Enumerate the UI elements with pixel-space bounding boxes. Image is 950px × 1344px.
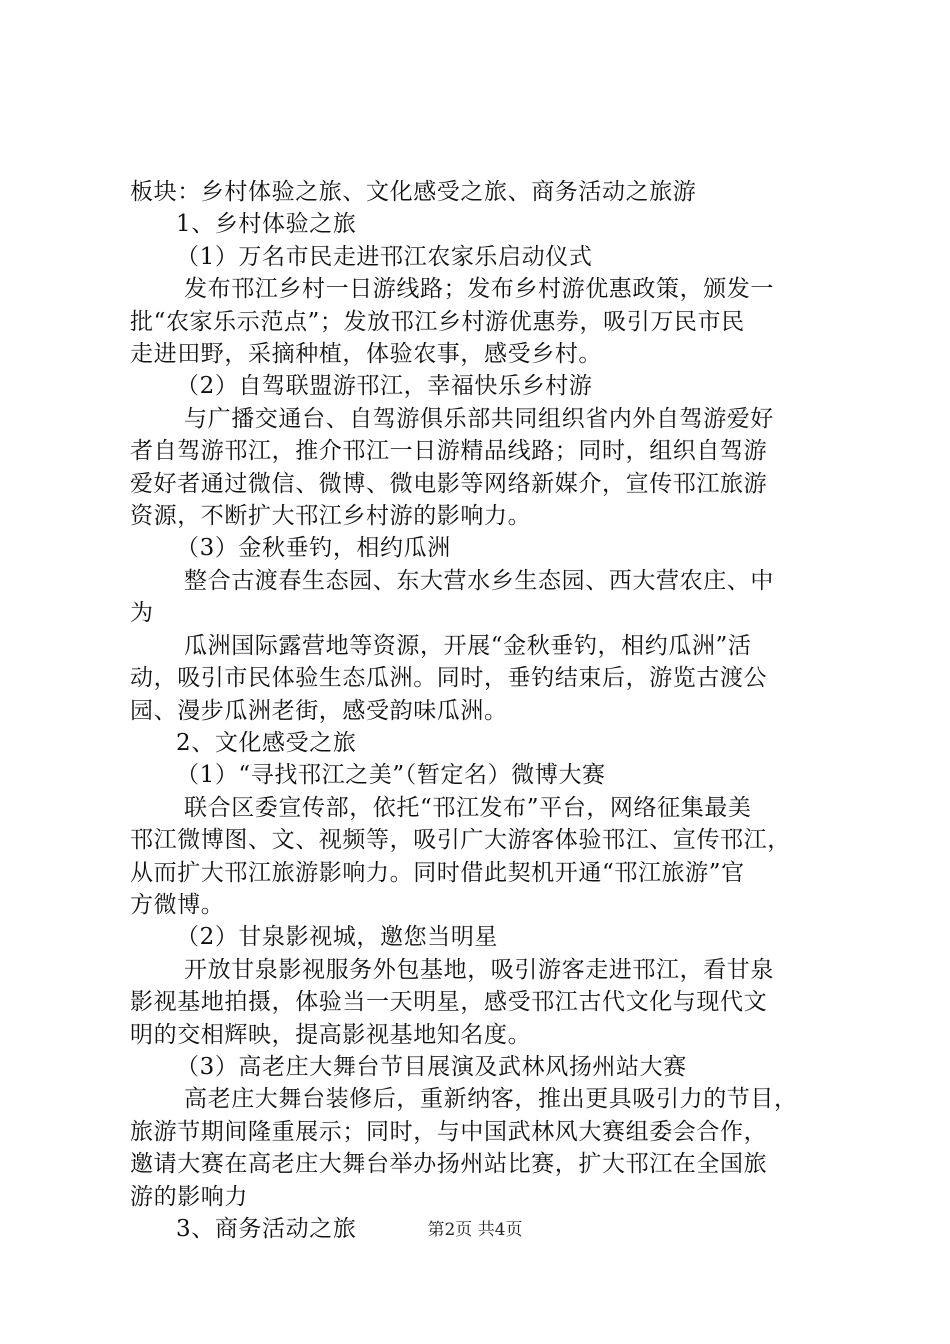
document-body (130, 176, 830, 1245)
paragraph-line: 游的影响力 (130, 1183, 248, 1210)
paragraph-line: 走进田野，采摘种植，体验农事，感受乡村。 (130, 341, 602, 368)
subsection-heading: （2）自驾联盟游邗江，幸福快乐乡村游 (176, 373, 593, 400)
paragraph-line: 联合区委宣传部，依托“邗江发布”平台，网络征集最美 (184, 794, 752, 821)
paragraph-line: 方微博。 (130, 891, 225, 918)
page-footer: 第2页 共4页 (427, 1220, 523, 1240)
paragraph-line: 园、漫步瓜洲老街，感受韵味瓜洲。 (130, 697, 508, 724)
paragraph-line: 为 (130, 600, 154, 627)
paragraph-line: 高老庄大舞台装修后，重新纳客，推出更具吸引力的节目， (184, 1086, 798, 1113)
paragraph-line: 瓜洲国际露营地等资源，开展“金秋垂钓，相约瓜洲”活 (184, 632, 752, 659)
paragraph-line: 爱好者通过微信、微博、微电影等网络新媒介，宣传邗江旅游 (130, 470, 768, 497)
subsection-heading: （2）甘泉影视城，邀您当明星 (176, 924, 499, 951)
paragraph-line: 动，吸引市民体验生态瓜洲。同时，垂钓结束后，游览古渡公 (130, 665, 768, 692)
paragraph-line: 邀请大赛在高老庄大舞台举办扬州站比赛，扩大邗江在全国旅 (130, 1151, 768, 1178)
paragraph-line: 资源，不断扩大邗江乡村游的影响力。 (130, 503, 532, 530)
paragraph-line: 批“农家乐示范点”；发放邗江乡村游优惠券，吸引万民市民 (130, 308, 745, 335)
paragraph-line: 影视基地拍摄，体验当一天明星，感受邗江古代文化与现代文 (130, 989, 768, 1016)
paragraph-line: 邗江微博图、文、视频等，吸引广大游客体验邗江、宣传邗江， (130, 827, 791, 854)
subsection-heading: （1）万名市民走进邗江农家乐启动仪式 (176, 243, 593, 270)
subsection-heading: （3）高老庄大舞台节目展演及武林风扬州站大赛 (176, 1053, 687, 1080)
paragraph-line: 旅游节期间隆重展示；同时，与中国武林风大赛组委会合作， (130, 1118, 768, 1145)
section-heading: 2、文化感受之旅 (176, 729, 357, 756)
section-heading: 3、商务活动之旅 (176, 1216, 357, 1242)
subsection-heading: （1）“寻找邗江之美”（暂定名）微博大赛 (176, 762, 606, 789)
paragraph-line: 发布邗江乡村一日游线路；发布乡村游优惠政策，颁发一 (184, 276, 774, 303)
paragraph-line: 明的交相辉映，提高影视基地知名度。 (130, 1021, 532, 1048)
subsection-heading: （3）金秋垂钓，相约瓜洲 (176, 535, 451, 562)
paragraph-line: 从而扩大邗江旅游影响力。同时借此契机开通“邗江旅游”官 (130, 859, 745, 886)
section-heading: 1、乡村体验之旅 (176, 211, 357, 238)
paragraph-line: 整合古渡春生态园、东大营水乡生态园、西大营农庄、中 (184, 567, 774, 594)
paragraph-line: 与广播交通台、自驾游俱乐部共同组织省内外自驾游爱好 (184, 405, 774, 432)
paragraph-line: 开放甘泉影视服务外包基地，吸引游客走进邗江，看甘泉 (184, 956, 774, 983)
paragraph-line: 者自驾游邗江，推介邗江一日游精品线路；同时，组织自驾游 (130, 438, 768, 465)
section-intro-line: 板块：乡村体验之旅、文化感受之旅、商务活动之旅游 (130, 179, 697, 205)
